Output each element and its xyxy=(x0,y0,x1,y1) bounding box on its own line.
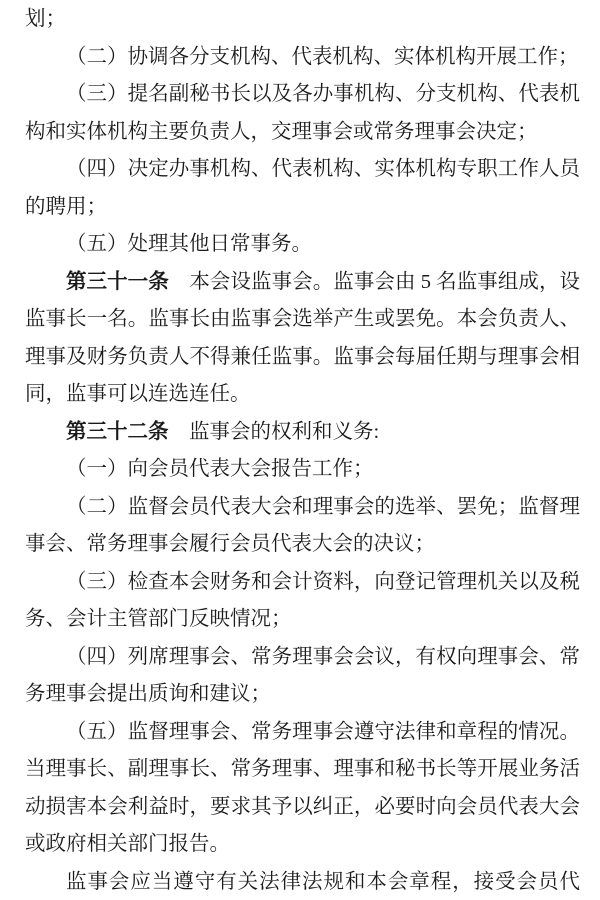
paragraph-text: （三）提名副秘书长以及各办事机构、分支机构、代表机构和实体机构主要负责人，交理事会或常务理事会决定； xyxy=(25,83,580,143)
paragraph-text: （四）列席理事会、常务理事会会议，有权向理事会、常务理事会提出质询和建议； xyxy=(25,645,580,705)
paragraph-text: 监事会应当遵守有关法律法规和本会章程，接受会员代 xyxy=(66,870,580,893)
paragraph-text: （二）协调各分支机构、代表机构、实体机构开展工作； xyxy=(66,45,579,68)
paragraph-text: （一）向会员代表大会报告工作； xyxy=(66,458,374,480)
paragraph-continues-next-page xyxy=(25,864,580,900)
paragraph-text: （五）监督理事会、常务理事会遵守法律和章程的情况。当理事长、副理事长、常务理事、理事和秘书长等开展业务活动损害本会利益时，要求其予以纠正，必要时向会员代表大会或政府相关部门报告。 xyxy=(25,720,580,855)
duty-item-1 xyxy=(25,451,580,489)
article-32-paragraph xyxy=(25,414,580,452)
paragraph-text: （二）监督会员代表大会和理事会的选举、罢免；监督理事会、常务理事会履行会员代表大会的决议； xyxy=(25,495,580,555)
paragraph-text: （三）检查本会财务和会计资料，向登记管理机关以及税务、会计主管部门反映情况； xyxy=(25,570,580,630)
article-31-number: 第三十一条 xyxy=(66,270,169,293)
duty-item-3 xyxy=(25,564,580,639)
paragraph-text: 监事会的权利和义务: xyxy=(168,420,380,443)
paragraph-text: （四）决定办事机构、代表机构、实体机构专职工作人员的聘用； xyxy=(25,158,580,218)
duty-item-2 xyxy=(25,489,580,564)
paragraph-continuation-from-previous-page xyxy=(25,1,580,39)
article-32-number: 第三十二条 xyxy=(66,420,169,443)
duty-item-4 xyxy=(25,639,580,714)
clause-item-2 xyxy=(25,39,580,77)
clause-item-5 xyxy=(25,226,580,264)
article-31-paragraph xyxy=(25,264,580,414)
clause-item-3 xyxy=(25,76,580,151)
duty-item-5 xyxy=(25,714,580,864)
paragraph-text: （五）处理其他日常事务。 xyxy=(66,233,312,255)
clause-item-4 xyxy=(25,151,580,226)
paragraph-text: 本会设监事会。监事会由 5 名监事组成，设监事长一名。监事长由监事会选举产生或罢免。本会负责人、理事及财务负责人不得兼任监事。监事会每届任期与理事会相同，监事可以连选连任。 xyxy=(25,270,581,405)
paragraph-text: 划； xyxy=(25,8,66,30)
